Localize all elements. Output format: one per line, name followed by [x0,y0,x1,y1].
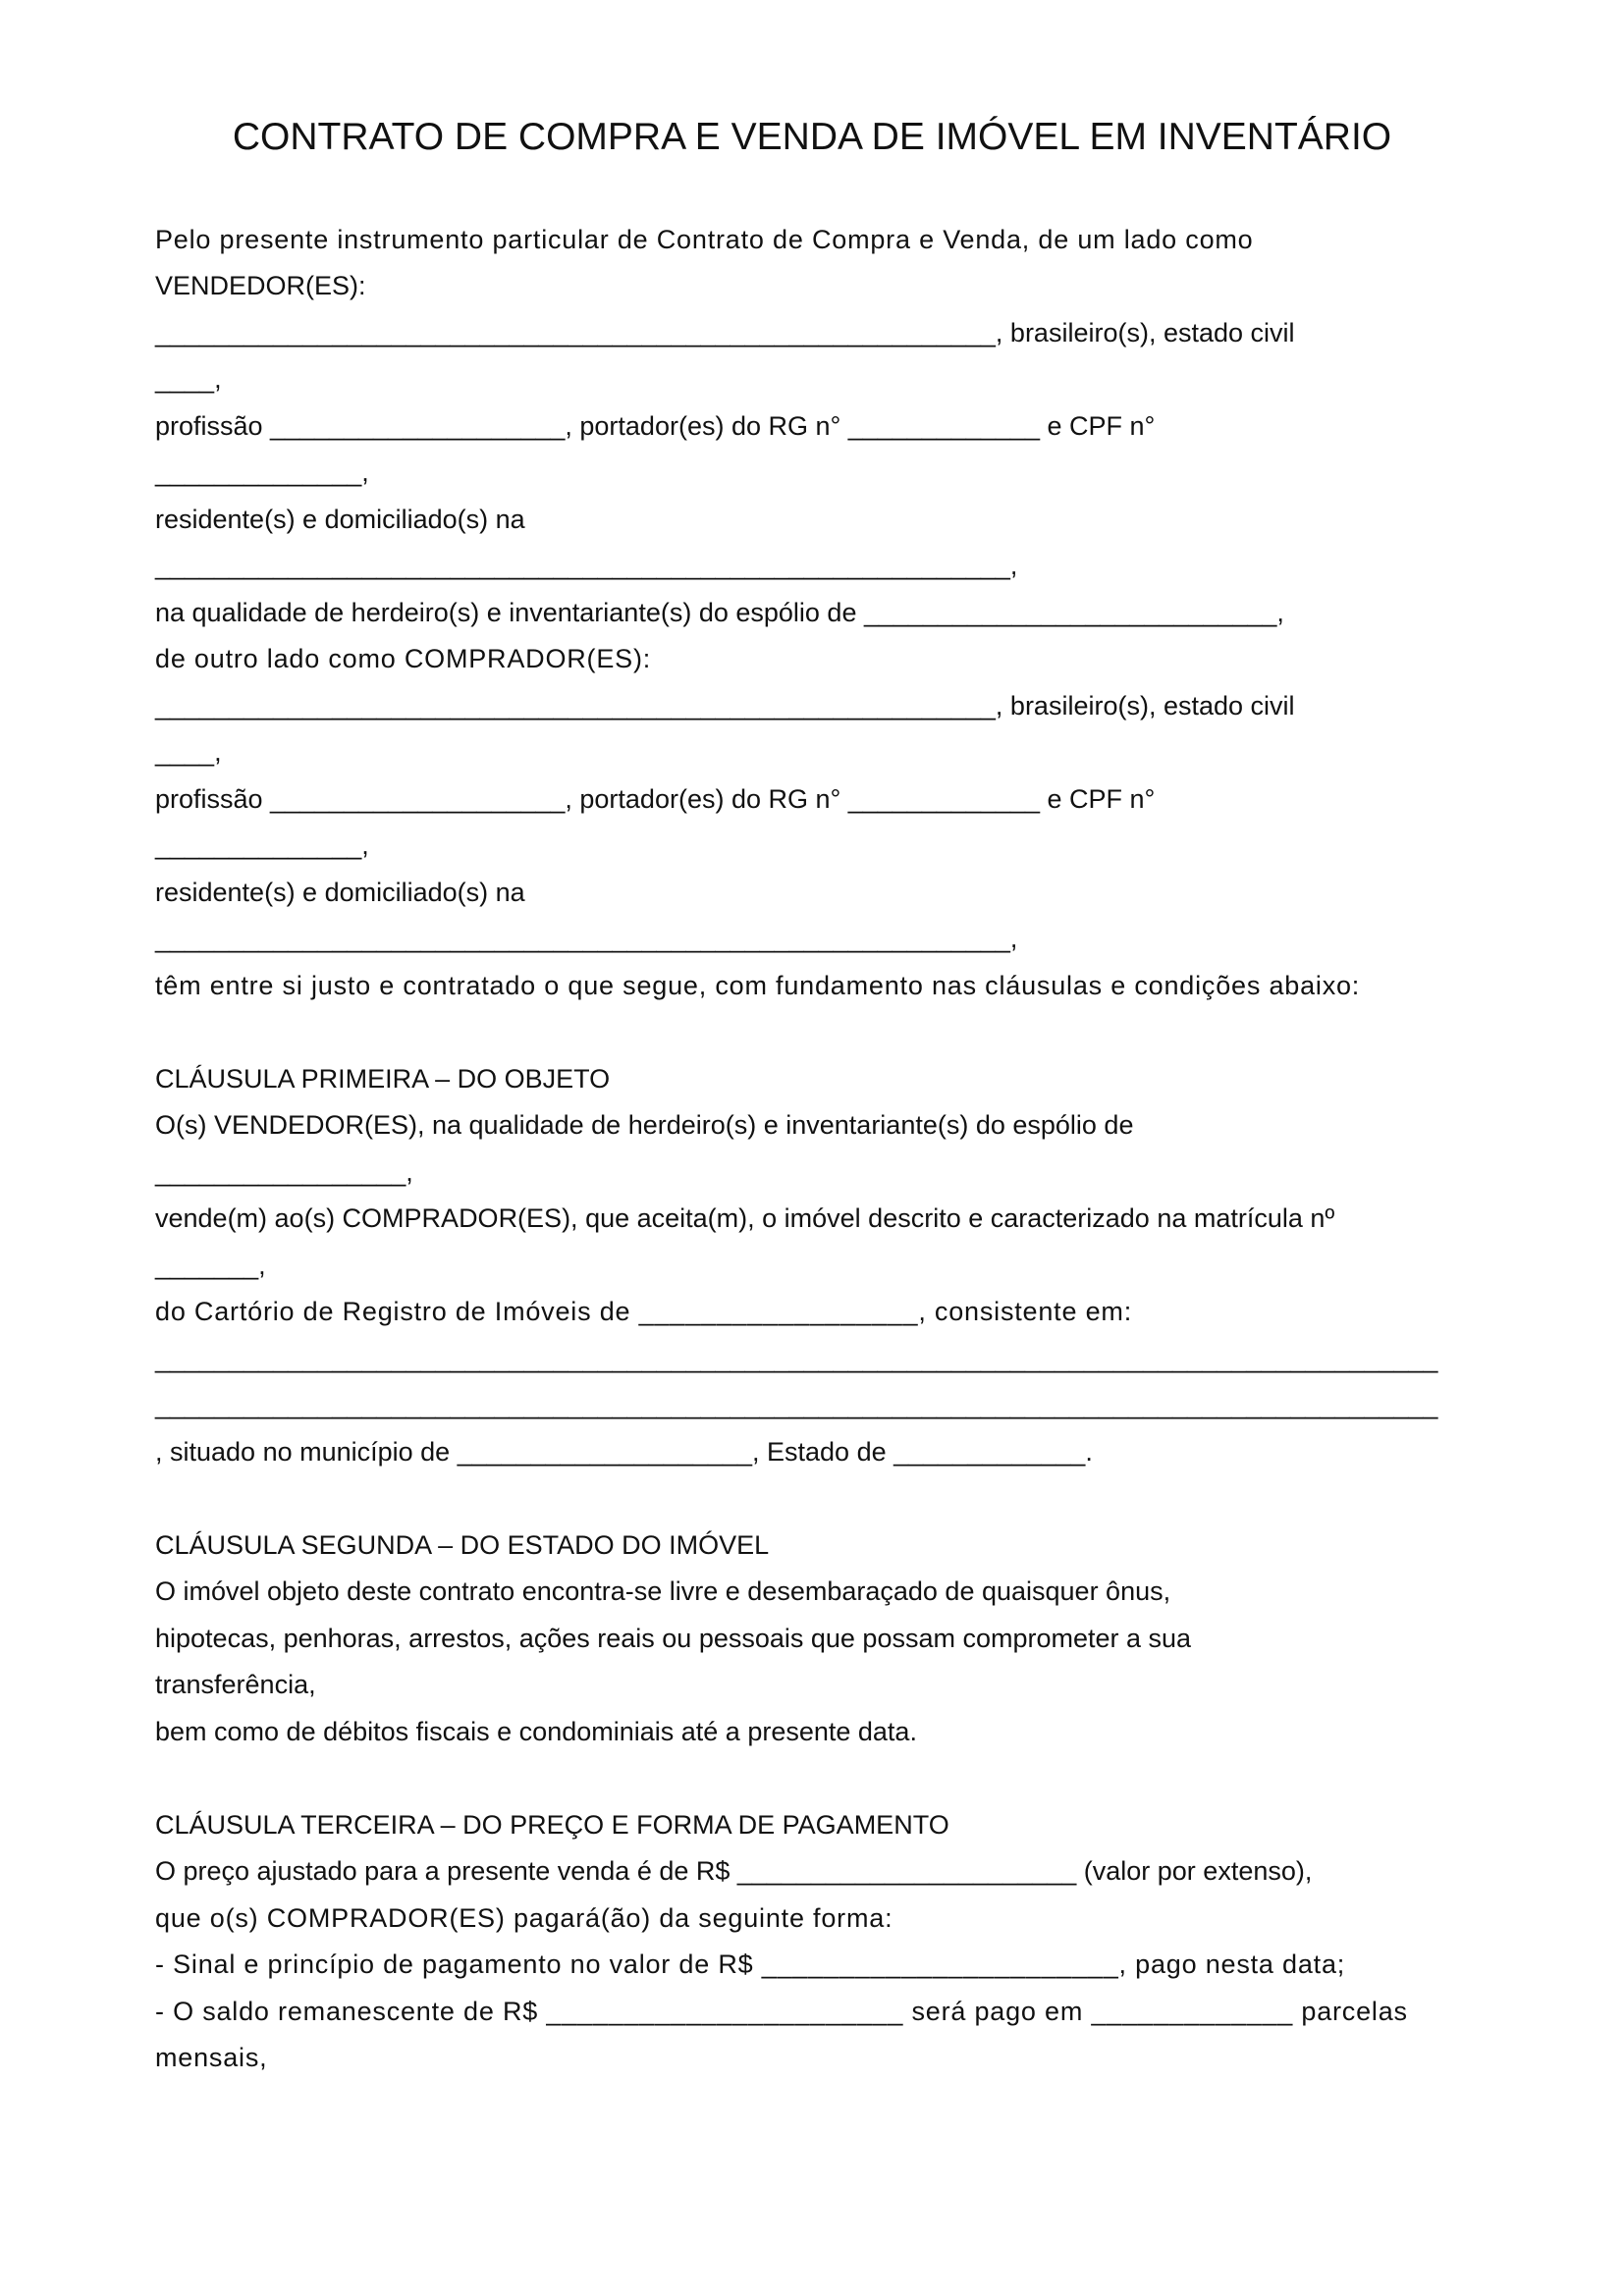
text-line: , situado no município de ____________________, Estado de _____________. [155,1437,1093,1467]
text-line: ______________, [155,457,369,487]
text-line: Pelo presente instrumento particular de Contrato de Compra e Venda, de um lado como [155,225,1254,254]
text-line: O preço ajustado para a presente venda é de R$ _______________________ (valor por extenso), [155,1856,1313,1886]
text-line: residente(s) e domiciliado(s) na [155,878,525,907]
clause-heading: CLÁUSULA TERCEIRA – DO PREÇO E FORMA DE PAGAMENTO [155,1810,949,1840]
text-line: - Sinal e princípio de pagamento no valor de R$ _______________________, pago nesta data; [155,1949,1346,1979]
text-line: _________________________________________________________, brasileiro(s), estado civil [155,691,1295,721]
text-line: O(s) VENDEDOR(ES), na qualidade de herdeiro(s) e inventariante(s) do espólio de [155,1110,1134,1140]
text-line: bem como de débitos fiscais e condominiais até a presente data. [155,1717,917,1746]
text-line: ____, [155,737,222,767]
clause-heading: CLÁUSULA PRIMEIRA – DO OBJETO [155,1064,611,1094]
text-line: mensais, [155,2043,268,2072]
text-line: têm entre si justo e contratado o que segue, com fundamento nas cláusulas e condições abaixo: [155,971,1361,1000]
text-line: que o(s) COMPRADOR(ES) pagará(ão) da seguinte forma: [155,1903,893,1933]
text-line: de outro lado como COMPRADOR(ES): [155,644,652,673]
text-line: - O saldo remanescente de R$ _______________________ será pago em _____________ parcelas [155,1997,1408,2026]
text-line: profissão ____________________, portador(es) do RG n° _____________ e CPF n° [155,784,1156,814]
text-line: _______, [155,1251,266,1280]
text-line: ____, [155,364,222,394]
text-line: ______________, [155,830,369,860]
text-line: O imóvel objeto deste contrato encontra-se livre e desembaraçado de quaisquer ônus, [155,1576,1171,1606]
text-line: _________________, [155,1157,413,1187]
text-line: residente(s) e domiciliado(s) na [155,505,525,534]
text-line: VENDEDOR(ES): [155,271,366,300]
text-line: _________________________________________________________, brasileiro(s), estado civil [155,318,1295,347]
text-line: _______________________________________________________________________________________ [155,1390,1438,1419]
text-line: hipotecas, penhoras, arrestos, ações reais ou pessoais que possam comprometer a sua [155,1624,1192,1653]
page-title: CONTRATO DE COMPRA E VENDA DE IMÓVEL EM INVENTÁRIO [232,116,1392,158]
text-line: __________________________________________________________, [155,924,1018,953]
text-line: profissão ____________________, portador(es) do RG n° _____________ e CPF n° [155,411,1156,441]
clause-heading: CLÁUSULA SEGUNDA – DO ESTADO DO IMÓVEL [155,1530,770,1560]
text-line: __________________________________________________________, [155,551,1018,580]
text-line: transferência, [155,1670,316,1699]
text-line: _______________________________________________________________________________________ [155,1344,1438,1373]
text-line: na qualidade de herdeiro(s) e inventariante(s) do espólio de ____________________________, [155,598,1284,627]
text-line: do Cartório de Registro de Imóveis de __________________, consistente em: [155,1297,1133,1326]
text-line: vende(m) ao(s) COMPRADOR(ES), que aceita(m), o imóvel descrito e caracterizado na matrícula nº [155,1203,1335,1233]
